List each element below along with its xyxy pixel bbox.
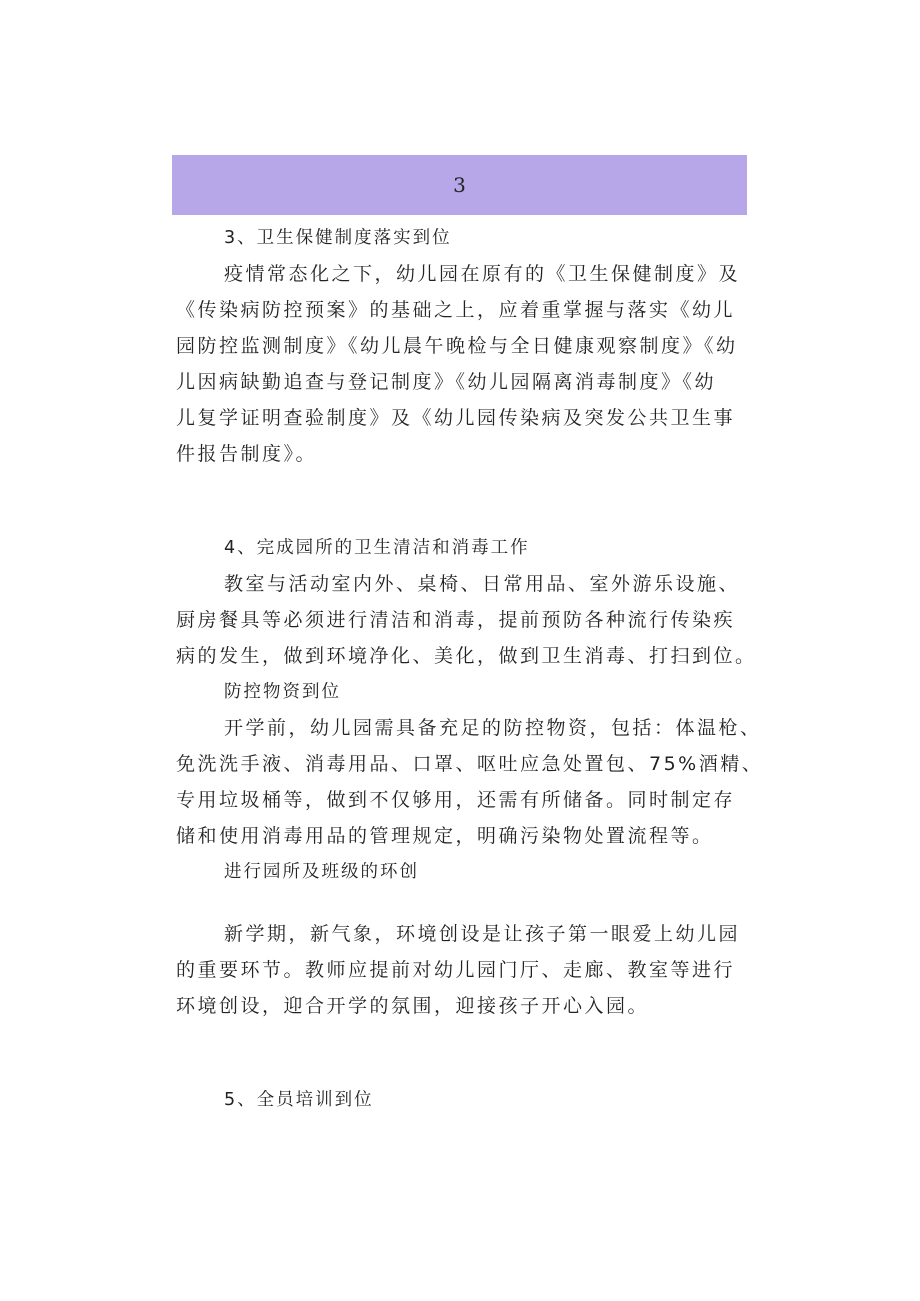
paragraph-line: 新学期，新气象，环境创设是让孩子第一眼爱上幼儿园 — [224, 923, 741, 945]
section-spacer — [176, 472, 748, 530]
paragraph-line: 儿复学证明查验制度》及《幼儿园传染病及突发公共卫生事 — [176, 407, 736, 429]
paragraph-line: 园防控监测制度》《幼儿晨午晚检与全日健康观察制度》《幼 — [176, 335, 738, 357]
paragraph-line: 病的发生，做到环境净化、美化，做到卫生消毒、打扫到位。 — [176, 645, 757, 667]
section-heading-supplies: 防控物资到位 — [224, 682, 341, 702]
paragraph-line: 厨房餐具等必须进行清洁和消毒，提前预防各种流行传染疾 — [176, 609, 736, 631]
paragraph-line: 的重要环节。教师应提前对幼儿园门厅、走廊、教室等进行 — [176, 959, 736, 981]
paragraph-line: 储和使用消毒用品的管理规定，明确污染物处置流程等。 — [176, 825, 714, 847]
section-heading-4: 4、完成园所的卫生清洁和消毒工作 — [224, 538, 530, 558]
paragraph-line: 件报告制度》。 — [176, 443, 318, 465]
paragraph-line: 疫情常态化之下，幼儿园在原有的《卫生保健制度》及 — [224, 263, 741, 285]
page-number-bar — [172, 155, 747, 215]
section-heading-3: 3、卫生保健制度落实到位 — [224, 228, 452, 248]
paragraph-line: 专用垃圾桶等，做到不仅够用，还需有所储备。同时制定存 — [176, 789, 736, 811]
section-spacer — [176, 890, 748, 916]
section-heading-5: 5、全员培训到位 — [224, 1090, 374, 1110]
paragraph-line: 开学前，幼儿园需具备充足的防控物资，包括：体温枪、 — [224, 717, 762, 739]
paragraph-line: 环境创设，迎合开学的氛围，迎接孩子开心入园。 — [176, 995, 650, 1017]
paragraph-line: 《传染病防控预案》的基础之上，应着重掌握与落实《幼儿 — [176, 299, 736, 321]
paragraph-line: 教室与活动室内外、桌椅、日常用品、室外游乐设施、 — [224, 573, 741, 595]
paragraph-line: 免洗洗手液、消毒用品、口罩、呕吐应急处置包、75%酒精、 — [176, 753, 764, 775]
document-body — [176, 220, 764, 1118]
page-number: 3 — [453, 173, 466, 197]
paragraph-line: 儿因病缺勤追查与登记制度》《幼儿园隔离消毒制度》《幼 — [176, 371, 717, 393]
section-spacer — [176, 1024, 748, 1082]
section-heading-environment: 进行园所及班级的环创 — [224, 862, 419, 882]
